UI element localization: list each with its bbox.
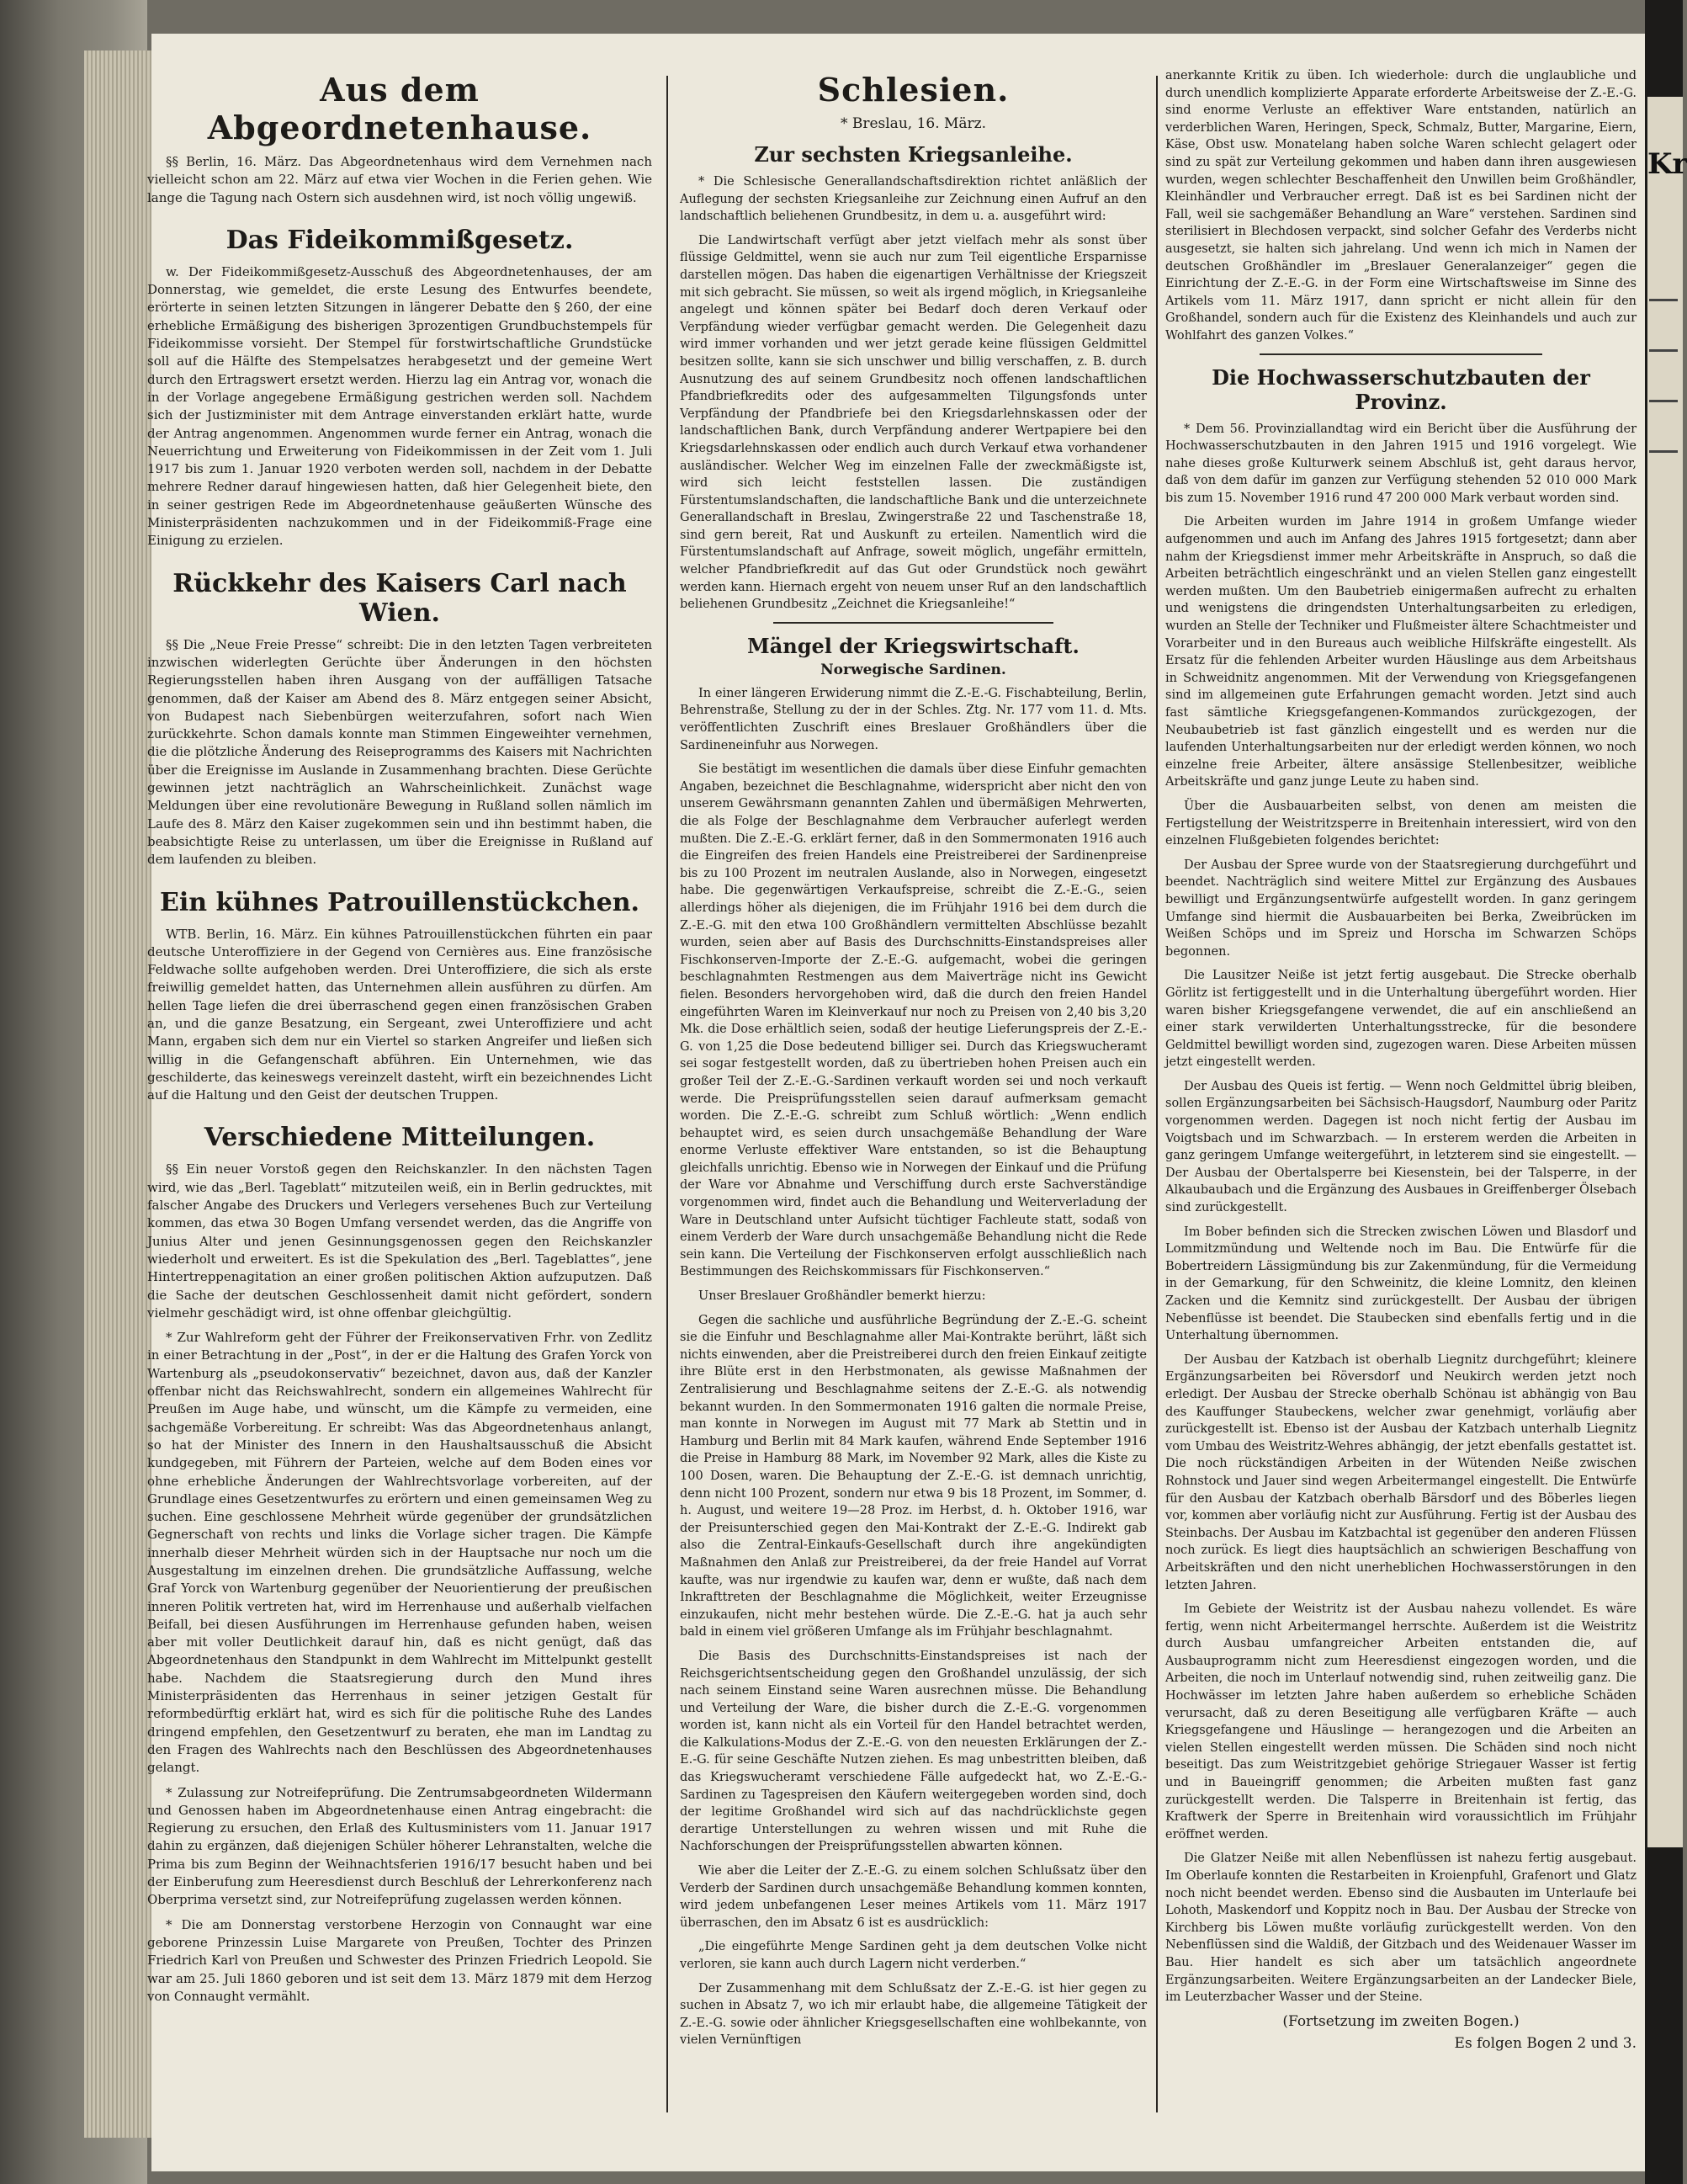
article-paragraph: §§ Ein neuer Vorstoß gegen den Reichskanzler. In den nächsten Tagen wird, wie das „Berl. Tageblatt“ mitzuteilen weiß, ein in Berlin gedrucktes, mit falscher Angabe des Druckers und Verlegers versehenes Buch zur Verteilung kommen, das etwa 30 Bogen Umfang versendet werden, das die Angriffe von Junius Alter und jenen Gesinnungsgenossen gegen den Reichskanzler wiederholt und erweitert. Es ist die Spekulation des „Berl. Tageblattes“, jene Hintertreppenagitation an einer großen politischen Aktion aufzuputzen. Daß die Sache der deutschen Geschlossenheit damit nicht gefördert, sondern vielmehr geschädigt wird, ist ohne offenbar gleichgültig. <box>147 1161 652 1320</box>
headline-schlesien: Schlesien. <box>817 71 1010 109</box>
article-paragraph: Gegen die sachliche und ausführliche Begründung der Z.-E.-G. scheint sie die Einfuhr und Beschlagnahme aller Mai-Kontrakte berührt, läßt sich nichts einwenden, aber die Preistreiberei durch den freien Einkauf zeitigte ihre Blüte erst in den Herbstmonaten, als gewisse Maßnahmen der Zentralisierung und Beschlagnahme seitens der Z.-E.-G. als notwendig bekannt wurden. In den Sommermonaten 1916 galten die normale Preise, man konnte in Norwegen im August mit 77 Mark ab Stettin und in Hamburg und Berlin mit 84 Mark kaufen, während Ende September 1916 die Preise in Hamburg 88 Mark, im November 92 Mark, alles die Kiste zu 100 Dosen, waren. Die Behauptung der Z.-E.-G. ist demnach unrichtig, denn nicht 100 Prozent, sondern nur etwa 9 bis 18 Prozent, im Sommer, d. h. August, und weitere 19—28 Proz. im Herbst, d. h. Oktober 1916, war der Preisunterschied gegen den Mai-Kontrakt der Z.-E.-G. Indirekt gab also die Zentral-Einkaufs-Gesellschaft durch ihre angekündigten Maßnahmen den Anlaß zur Preistreiberei, da der freie Handel auf Vorrat kaufte, was nur irgendwie zu kaufen war, denn er wußte, daß nach dem Inkrafttreten der Beschlagnahme die Möglichkeit, weiter Erzeugnisse einzukaufen, nicht mehr bestehen würde. Die Z.-E.-G. hat ja auch sehr bald in einem viel größeren Umfange als im Frühjahr beschlagnahmt. <box>680 1313 1147 1639</box>
newspaper-page <box>147 34 1645 2171</box>
article-paragraph: * Die Schlesische Generallandschaftsdirektion richtet anläßlich der Auflegung der sechsten Kriegsanleihe zur Zeichnung einen Aufruf an den landschaftlich beliehenen Grundbesitz, in dem u. a. ausgeführt wird: <box>680 175 1147 224</box>
headline-kriegswirtschaft: Mängel der Kriegswirtschaft. <box>747 633 1080 658</box>
article-paragraph: * Zulassung zur Notreifeprüfung. Die Zentrumsabgeordneten Wildermann und Genossen haben im Abgeordnetenhause einen Antrag eingebracht: die Regierung zu ersuchen, den Erlaß des Kultusministers vom 11. Januar 1917 dahin zu ergänzen, daß diejenigen Schüler höherer Lehranstalten, welche die Prima bis zum Beginn der Weihnachtsferien 1916/17 besucht haben und bei der Einberufung zum Heeresdienst durch Beschluß der Lehrerkonferenz nach Oberprima versetzt sind, zur Notreifeprüfung zugelassen werden können. <box>147 1784 652 1908</box>
headline-mitteilungen: Verschiedene Mitteilungen. <box>204 1123 596 1153</box>
facing-page-title-fragment: Kr <box>1647 147 1687 181</box>
article-paragraph: WTB. Berlin, 16. März. Ein kühnes Patrouillenstückchen führten ein paar deutsche Unteroffiziere in der Gegend von Cernières aus. Eine französische Feldwache sollte aufgehoben werden. Drei Unteroffiziere, die sich als erste freiwillig gemeldet hatten, das Unternehmen allein ausführen zu dürfen. Am hellen Tage liefen die drei überraschend gegen einen französischen Graben an, und die ganze Besatzung, ein Sergeant, zwei Unteroffiziere und acht Mann, ergaben sich dem nur ein Viertel so starken Angreifer und ließen sich willig in die Gefangenschaft abführen. Ein Unternehmen, wie das geschilderte, das keineswegs vereinzelt dasteht, wirft ein bezeichnendes Licht auf die Haltung und den Geist der deutschen Truppen. <box>147 926 652 1103</box>
article-paragraph: anerkannte Kritik zu üben. Ich wiederhole: durch die unglaubliche und durch unendlich komplizierte Apparate erforderte Arbeitsweise der Z.-E.-G. sind enorme Verluste an effektiver Ware entstanden, natürlich an verderblichen Waren, Heringen, Speck, Schmalz, Butter, Margarine, Eiern, Käse, Obst usw. Monatelang haben solche Waren schlecht gelagert oder sind zu spät zur Verteilung gekommen und haben dann ihren ausgewiesen wurden, wegen schlechter Beschaffenheit den Unwillen beim Großhändler, Kleinhändler und Verbraucher erregt. Daß ist es bei Sardinen nicht der Fall, weil sie sachgemäßer Behandlung an Ware“ verstehen. Sardinen sind sterilisiert in Blechdosen verpackt, sind solcher Gefahr des Verderbs nicht ausgesetzt, sie halten sich jahrelang. Und wenn ich mich in Namen der deutschen Großhändler im „Breslauer Generalanzeiger“ gegen die Einrichtung der Z.-E.-G. in der Form eine Wirtschaftsweise im Sinne des Artikels vom 11. März 1917, dann spricht er nicht allein für den Großhandel, sondern auch für die Existenz des Kleinhandels und auch zur Wohlfahrt des ganzen Volkes.“ <box>1165 69 1637 343</box>
column-1 <box>147 67 652 2012</box>
article-paragraph: Wie aber die Leiter der Z.-E.-G. zu einem solchen Schlußsatz über den Verderb der Sardinen durch unsachgemäße Behandlung kommen konnten, wird jedem unbefangenen Leser meines Artikels vom 11. März 1917 überraschen, den im Absatz 6 ist es ausdrücklich: <box>680 1864 1147 1930</box>
headline-abgeordnetenhaus: Aus dem Abgeordnetenhause. <box>207 71 592 146</box>
column-3 <box>1165 67 1637 2052</box>
article-paragraph: * Dem 56. Provinziallandtag wird ein Bericht über die Ausführung der Hochwasserschutzbauten in den Jahren 1915 und 1916 vorgelegt. Wie nahe dieses große Kulturwerk seinem Abschluß ist, geht daraus hervor, daß von dem dafür im ganzen zur Verfügung stehenden 52 010 000 Mark bis zum 15. November 1916 rund 47 200 000 Mark verbaut worden sind. <box>1165 422 1637 505</box>
article-paragraph: Der Ausbau der Spree wurde von der Staatsregierung durchgeführt und beendet. Nachträglich sind weitere Mittel zur Ergänzung des Ausbaues bewilligt und Ergänzungsentwürfe aufgestellt worden. In ganz geringem Umfange sind hiermit die Ausbauarbeiten bei Berka, Zweibrücken im Weißen Schöps und im Spreiz und Horscha im Schwarzen Schöps begonnen. <box>1165 858 1637 959</box>
facing-page-text-line <box>1649 299 1678 301</box>
article-paragraph: In einer längeren Erwiderung nimmt die Z.-E.-G. Fischabteilung, Berlin, Behrenstraße, Stellung zu der in der Schles. Ztg. Nr. 177 vom 11. d. Mts. veröffentlichten Zuschrift eines Breslauer Großhändlers über die Sardineneinfuhr aus Norwegen. <box>680 686 1147 752</box>
article-paragraph: Die Landwirtschaft verfügt aber jetzt vielfach mehr als sonst über flüssige Geldmittel, wenn sie auch nur zum Teil eigentliche Ersparnisse darstellen mögen. Das haben die eigenartigen Verhältnisse der Kriegszeit mit sich gebracht. Sie müssen, so weit als irgend möglich, in Kriegsanleihe angelegt und können später bei Bedarf doch deren Verkauf oder Verpfändung wieder verfügbar gemacht werden. Die Gelegenheit dazu wird immer vorhanden und wer jetzt gerade keine flüssigen Geldmittel besitzen sollte, kann sie sich unschwer und billig verschaffen, z. B. durch Ausnutzung des auf seinem Grundbesitz noch offenen landschaftlichen Pfandbriefkredits oder des aufgesammelten Tilgungsfonds unter Verpfändung der Pfandbriefe bei den Kriegsdarlehnskassen oder der landschaftlichen Bank, durch Verpfändung anderer Wertpapiere bei den Kriegsdarlehnskassen oder endlich auch durch Verkauf etwa vorhandener ausländischer. Welcher Weg im einzelnen Falle der zweckmäßigste ist, wird sich leicht feststellen lassen. Die zuständigen Fürstentumslandschaften, die landschaftliche Bank und die unterzeichnete Generallandschaft in Breslau, Zwingerstraße 22 und Taschenstraße 18, sind gern bereit, Rat und Auskunft zu erteilen. Namentlich wird die Fürstentumslandschaft auf Anfrage, soweit möglich, ungefähr ermitteln, welcher Pfandbriefkredit auf das Gut oder Grundstück noch gewährt werden kann. Hiernach ergeht von neuem unser Ruf an den landschaftlich beliehenen Grundbesitz „Zeichnet die Kriegsanleihe!“ <box>680 233 1147 612</box>
article-paragraph: Über die Ausbauarbeiten selbst, von denen am meisten die Fertigstellung der Weistritzsperre in Breitenhain interessiert, wird von den einzelnen Flußgebieten folgendes berichtet: <box>1165 799 1637 848</box>
article-paragraph: Im Bober befinden sich die Strecken zwischen Löwen und Blasdorf und Lommitzmündung und Weltende noch im Bau. Die Entwürfe für die Bobertreidern Lässigmündung bis zur Zakenmündung, für die Vermeidung in der Gemarkung, für den Schweinitz, die kleine Lomnitz, den kleinen Zacken und die Kemnitz sind zurückgestellt. Der Ausbau der übrigen Nebenflüsse ist beendet. Die Staubecken sind ebenfalls fertig und in die Unterhaltung übernommen. <box>1165 1225 1637 1343</box>
headline-kriegsanleihe: Zur sechsten Kriegsanleihe. <box>754 142 1073 167</box>
section-divider <box>773 622 1053 624</box>
article-paragraph: §§ Die „Neue Freie Presse“ schreibt: Die in den letzten Tagen verbreiteten inzwischen widerlegten Gerüchte über Änderungen in den höchsten Regierungsstellen haben ihren Ausgang von der auffälligen Tatsache genommen, daß der Kaiser am Abend des 8. März entgegen seiner Absicht, von Budapest nach Siebenbürgen weiterzufahren, sofort nach Wien zurückkehrte. Schon damals konnte man Stimmen Eingeweihter vernehmen, die die plötzliche Änderung des Reiseprogramms des Kaisers mit Nachrichten über die Ereignisse im Auslande in Zusammenhang brachten. Diese Gerüchte gewinnen jetzt nachträglich an Wahrscheinlichkeit. Zunächst wage Meldungen über eine revolutionäre Bewegung in Rußland sollen nämlich im Laufe des 8. März den Kaiser zugekommen sein und ihn bestimmt haben, die beabsichtigte Reise zu unterlassen, um über die Ereignisse in Rußland auf dem laufenden zu bleiben. <box>147 636 652 868</box>
article-paragraph: w. Der Fideikommißgesetz-Ausschuß des Abgeordnetenhauses, der am Donnerstag, wie gemeldet, die erste Lesung des Entwurfes beendete, erörterte in seinen letzten Sitzungen in längerer Debatte den § 260, der eine erhebliche Ermäßigung des bisherigen 3prozentigen Grundbuchstempels für Fideikommisse vorsieht. Der Stempel für forstwirtschaftliche Grundstücke soll auf die Hälfte des Stempelsatzes herabgesetzt und der gemeine Wert durch den Ertragswert ersetzt werden. Hierzu lag ein Antrag vor, wonach die in der Vorlage angegebene Ermäßigung gestrichen werden soll. Nachdem sich der Justizminister mit dem Antrage einverstanden erklärt hatte, wurde der Antrag angenommen. Angenommen wurde ferner ein Antrag, wonach die Neuerrichtung und Erweiterung von Fideikommissen in der Zeit vom 1. Juli 1917 bis zum 1. Januar 1920 verboten werden soll, nachdem in der Debatte mehrere Redner darauf hingewiesen hatten, daß hier Gelegenheit biete, den in seiner gestrigen Rede im Abgeordnetenhause geäußerten Wünsche des Ministerpräsidenten nachzukommen und in der Fideikommiß-Frage eine Einigung zu erzielen. <box>147 263 652 549</box>
article-paragraph: Sie bestätigt im wesentlichen die damals über diese Einfuhr gemachten Angaben, bezeichnet die Beschlagnahme, widerspricht aber nicht den von unserem Gewährsmann genannten Zahlen und übermäßigen Mehrwerten, die als Folge der Beschlagnahme dem Verbraucher auferlegt werden mußten. Die Z.-E.-G. erklärt ferner, daß in den Sommermonaten 1916 auch die Eingreifen des freien Handels eine Preistreiberei der Sardinenpreise bis zu 100 Prozent im neutralen Auslande, also in Norwegen, eingesetzt habe. Die gegenwärtigen Verkaufspreise, schreibt die Z.-E.-G., seien allerdings höher als diejenigen, die im Frühjahr 1916 bei dem durch die Z.-E.-G. mit den etwa 100 Großhändlern vermittelten Abschlüsse bezahlt wurden, seien aber auf Basis des Durchschnitts-Einstandspreises aller Fischkonserven-Importe der Z.-E.-G. aufgemacht, wobei die geringen beschlagnahmten Restmengen aus dem Maiverträge nicht ins Gewicht fielen. Besonders hervorgehoben wird, daß die durch den freien Handel eingeführten Waren im Kleinverkauf nur noch zu Preisen von 2,40 bis 3,20 Mk. die Dose erhältlich seien, sodaß der heutige Lieferungspreis der Z.-E.-G. von 1,25 die Dose bedeutend billiger sei. Durch das Kriegswucheramt sei sogar festgestellt worden, daß zu übertrieben hohen Preisen auch ein großer Teil der Z.-E.-G.-Sardinen verkauft worden sei und noch verkauft werde. Die Preisprüfungsstellen seien darauf aufmerksam gemacht worden. Die Z.-E.-G. schreibt zum Schluß wörtlich: „Wenn endlich behauptet wird, es seien durch unsachgemäße Behandlung der Ware enorme Verluste effektiver Ware entstanden, so ist die Behauptung gleichfalls unrichtig. Ebenso wie in Norwegen der Einkauf und die Prüfung der Ware vor Abnahme und Verschiffung durch erste Sachverständige vorgenommen wird, findet auch die Behandlung und Weiterverladung der Ware in Deutschland unter Aufsicht tüchtiger Fachleute statt, sodaß von einem Verderb der Ware durch unsachgemäße Behandlung nicht die Rede sein kann. Die Verteilung der Fischkonserven erfolgt ausschließlich nach Bestimmungen des Reichskommissars für Fischkonserven.“ <box>680 763 1147 1279</box>
column-rule-2 <box>1156 76 1158 2112</box>
article-paragraph: §§ Berlin, 16. März. Das Abgeordnetenhaus wird dem Vernehmen nach vielleicht schon am 22. März auf etwa vier Wochen in die Ferien gehen. Wie lange die Tagung nach Ostern sich ausdehnen wird, ist noch völlig ungewiß. <box>147 154 652 205</box>
facing-page-text-line <box>1649 450 1678 453</box>
subheadline-sardinen: Norwegische Sardinen. <box>820 661 1006 678</box>
section-divider <box>1260 353 1542 355</box>
article-paragraph: Die Basis des Durchschnitts-Einstandspreises ist nach der Reichsgerichtsentscheidung gegen den Großhandel unzulässig, der sich nach seinem Einstand seine Waren ausrechnen müsse. Die Behandlung und Verteilung der Ware, die bisher durch die Z.-E.-G. vorgenommen worden ist, kann nicht als ein Vorteil für den Handel betrachtet werden, die Kalkulations-Modus der Z.-E.-G. von den neuesten Erklärungen der Z.-E.-G. für seine Geschäfte Nutzen ziehen. Es mag unbestritten bleiben, daß das Kriegswucheramt verschiedene Fälle aufgedeckt hat, wo Z.-E.-G.-Sardinen zu Tagespreisen den Käufern weitergegeben worden sind, doch der legitime Großhandel wird sich auf das nachdrücklichste gegen derartige Unterstellungen zu wehren wissen und mit Ruhe die Nachforschungen der Preisprüfungsstellen abwarten können. <box>680 1649 1147 1854</box>
article-paragraph: Der Ausbau der Katzbach ist oberhalb Liegnitz durchgeführt; kleinere Ergänzungsarbeiten bei Röversdorf und Neukirch werden jetzt noch erledigt. Der Ausbau der Strecke oberhalb Schönau ist abhängig von Bau des Kauffunger Staubeckens, welcher zwar genehmigt, vorläufig aber zurückgestellt ist. Ebenso ist der Ausbau der Katzbach unterhalb Liegnitz vom Umbau des Weistritz-Wehres abhängig, der jetzt ebenfalls gestattet ist. Die noch rückständigen Arbeiten in der Wütenden Neiße zwischen Rohnstock und Jauer sind wegen Arbeitermangel eingestellt. Die Entwürfe für den Ausbau der Katzbach oberhalb Bärsdorf und des Böberles liegen vor, kommen aber vorläufig nicht zur Ausführung. Fertig ist der Ausbau des Steinbachs. Der Ausbau im Katzbachtal ist gegenüber den anderen Flüssen noch zurück. Es liegt dies hauptsächlich an schwierigen Beschaffung von Arbeitskräften und den nicht unerheblichen Hochwasserstörungen in den letzten Jahren. <box>1165 1352 1637 1592</box>
column-2 <box>680 67 1147 2056</box>
continuation-note: (Fortsetzung im zweiten Bogen.) <box>1282 2012 1520 2030</box>
article-quote: „Die eingeführte Menge Sardinen geht ja dem deutschen Volke nicht verloren, sie kann auch durch Lagern nicht verderben.“ <box>680 1940 1147 1971</box>
footer-note: Es folgen Bogen 2 und 3. <box>1454 2034 1637 2052</box>
article-paragraph: Der Ausbau des Queis ist fertig. — Wenn noch Geldmittel übrig bleiben, sollen Ergänzungsarbeiten bei Sächsisch-Haugsdorf, Naumburg oder Paritz vorgenommen werden. Dagegen ist noch nicht fertig der Ausbau im Voigtsbach und im Schwarzbach. — In ersterem werden die Arbeiten in ganz geringem Umfange weitergeführt, in letzterem sind sie eingestellt. — Der Ausbau der Obertalsperre bei Kiesenstein, bei der Talsperre, in der Alkaubaubach und die Ergänzung des Ausbaues in Greiffenberger Ölsebach sind zurückgestellt. <box>1165 1079 1637 1215</box>
facing-page-text-line <box>1649 400 1678 402</box>
headline-fideikommiss: Das Fideikommißgesetz. <box>225 225 574 255</box>
facing-page-edge <box>1647 97 1687 1847</box>
article-paragraph: Die Glatzer Neiße mit allen Nebenflüssen ist nahezu fertig ausgebaut. Im Oberlaufe konnten die Restarbeiten in Kroienpfuhl, Grafenort und Glatz noch nicht beendet werden. Ebenso sind die Ausbauten im Unterlaufe bei Lohoth, Maskendorf und Koppitz noch in Bau. Der Ausbau der Strecke von Kirchberg bis Löwen mußte vorläufig zurückgestellt werden. Von den Nebenflüssen sind die Waldiß, der Gitzbach und des Weidenauer Wasser im Bau. Hier handelt es sich aber um tatsächlich angeordnete Ergänzungsarbeiten. Weitere Ergänzungsarbeiten an der Landecker Biele, im Leuterzbacher Wasser und der Steine. <box>1165 1852 1637 2005</box>
article-paragraph: Im Gebiete der Weistritz ist der Ausbau nahezu vollendet. Es wäre fertig, wenn nicht Arbeitermangel herrschte. Außerdem ist die Weistritz durch Ausbau umfangreicher Arbeiten entstanden die, auf Ausbauprogramm nicht zum Heeresdienst eingezogen worden, und die Arbeiten, die noch im Unterlauf notwendig sind, ruhen zeitweilig ganz. Die Hochwässer im letzten Jahre haben außerdem so erhebliche Schäden verursacht, daß zu deren Beseitigung alle verfügbaren Kräfte — auch Kriegsgefangene und Häuslinge — herangezogen und die Arbeiten an vielen Stellen eingestellt werden müssen. Die Schäden sind noch nicht beseitigt. Das zum Weistritzgebiet gehörige Striegauer Wasser ist fertig und in Baueingriff genommen; die Arbeiten mußten fast ganz zurückgestellt werden. Die Talsperre in Breitenhain ist fertig, das Kraftwerk der Sperre in Breitenhain wird voraussichtlich im Frühjahr eröffnet werden. <box>1165 1602 1637 1841</box>
article-paragraph: Der Zusammenhang mit dem Schlußsatz der Z.-E.-G. ist hier gegen zu suchen in Absatz 7, wo ich mir erlaubt habe, die allgemeine Tätigkeit der Z.-E.-G. sowie oder ähnlicher Kriegsgesellschaften eine wohlbekannte, von vielen Vernünftigen <box>680 1981 1147 2048</box>
headline-hochwasserschutz: Die Hochwasserschutzbauten der Provinz. <box>1212 364 1590 414</box>
article-paragraph: * Die am Donnerstag verstorbene Herzogin von Connaught war eine geborene Prinzessin Luise Margarete von Preußen, Tochter des Prinzen Friedrich Karl von Preußen und Schwester des Prinzen Friedrich Leopold. Sie war am 25. Juli 1860 geboren und ist seit dem 13. März 1879 mit dem Herzog von Connaught vermählt. <box>147 1916 652 2004</box>
headline-kaiser-carl: Rückkehr des Kaisers Carl nach Wien. <box>172 568 627 628</box>
article-paragraph: Unser Breslauer Großhändler bemerkt hierzu: <box>698 1289 986 1304</box>
headline-patrouillen: Ein kühnes Patrouillenstückchen. <box>160 887 639 917</box>
article-paragraph: Die Arbeiten wurden im Jahre 1914 in großem Umfange wieder aufgenommen und auch im Anfang des Jahres 1915 fortgesetzt; dann aber nahm der Kriegsdienst immer mehr Arbeitskräfte in Anspruch, so daß die Arbeiten beträchtlich eingeschränkt und an vielen Stellen ganz eingestellt werden mußten. Um den Baubetrieb einigermaßen aufrecht zu erhalten und wenigstens die dringendsten Unterhaltungsarbeiten zu erledigen, wurden an Stelle der Techniker und Flußmeister ältere Schachtmeister und Vorarbeiter und in den Bureaus auch weibliche Hilfskräfte eingestellt. Als Ersatz für die fehlenden Arbeiter wurden Häuslinge aus dem Arbeitshaus in Schweidnitz angenommen. Mit der Verwendung von Kriegsgefangenen sind im allgemeinen gute Erfahrungen gemacht worden. Jetzt sind auch fast sämtliche Kriegsgefangenen-Kommandos zurückgezogen, der Neubaubetrieb ist fast gänzlich eingestellt und es werden nur die laufenden Unterhaltungsarbeiten nur der erledigt werden können, wo noch einzelne freie Arbeiter, ältere ansässige Stellenbesitzer, weibliche Arbeitskräfte und ganz junge Leute zu haben sind. <box>1165 515 1637 789</box>
article-paragraph: * Zur Wahlreform geht der Führer der Freikonservativen Frhr. von Zedlitz in einer Betrachtung in der „Post“, in der er die Haltung des Grafen Yorck von Wartenburg als „pseudokonservativ“ bezeichnet, davon aus, daß der Kanzler offenbar nicht das Reichswahlrecht, sondern ein allgemeines Wahlrecht für Preußen im Auge habe, und wünscht, um die Kämpfe zu vermeiden, eine sachgemäße Vorbereitung. Er schreibt: Was das Abgeordnetenhaus anlangt, so hat der Minister des Innern in den Haushaltsausschuß die Absicht kundgegeben, mit Führern der Parteien, welche auf dem Boden eines vor ohne erhebliche Änderungen der Wahlrechtsvorlage vorbereiten, auf der Grundlage eines Gesetzentwurfes zu erörtern und einen gemeinsamen Weg zu suchen. Eine geschlossene Mehrheit würde gegenüber der grundsätzlichen Gegnerschaft von rechts und links die Vorlage sicher tragen. Die Kämpfe innerhalb dieser Mehrheit würden sich in der Hauptsache nur noch um die Ausgestaltung im einzelnen drehen. Die grundsätzliche Auffassung, welche Graf Yorck von Wartenburg gegenüber der Neuorientierung der preußischen inneren Politik vertreten hat, wird im Herrenhause und außerhalb vielfachen Beifall, bei diesen Ausführungen im Herrenhause gefunden haben, weisen aber mit voller Deutlichkeit darauf hin, daß es nicht genügt, daß das Abgeordnetenhaus den Standpunkt in dem Wahlrecht im Mittelpunkt gestellt habe. Nachdem die Staatsregierung durch den Mund ihres Ministerpräsidenten das Herrenhaus in seiner jetzigen Gestalt für reformbedürftig erklärt hat, wird es sich für die politische Ruhe des Landes dringend empfehlen, den Gesetzentwurf zu beraten, ehe man im Landtag zu den Fragen des Wahlrechts nach den Beschlüssen des Abgeordnetenhauses gelangt. <box>147 1330 652 1776</box>
column-rule-1 <box>666 76 668 2112</box>
article-paragraph: Die Lausitzer Neiße ist jetzt fertig ausgebaut. Die Strecke oberhalb Görlitz ist fertiggestellt und in die Unterhaltung übergeführt worden. Hier waren bisher Kriegsgefangene verwendet, die auf ein anschließend an einer stark verwilderten Unterhaltungsstrecke, für die besondere Geldmittel bewilligt worden sind, zugezogen waren. Diese Arbeiten müssen jetzt eingestellt werden. <box>1165 969 1637 1070</box>
dateline: * Breslau, 16. März. <box>840 115 987 132</box>
facing-page-text-line <box>1649 349 1678 352</box>
